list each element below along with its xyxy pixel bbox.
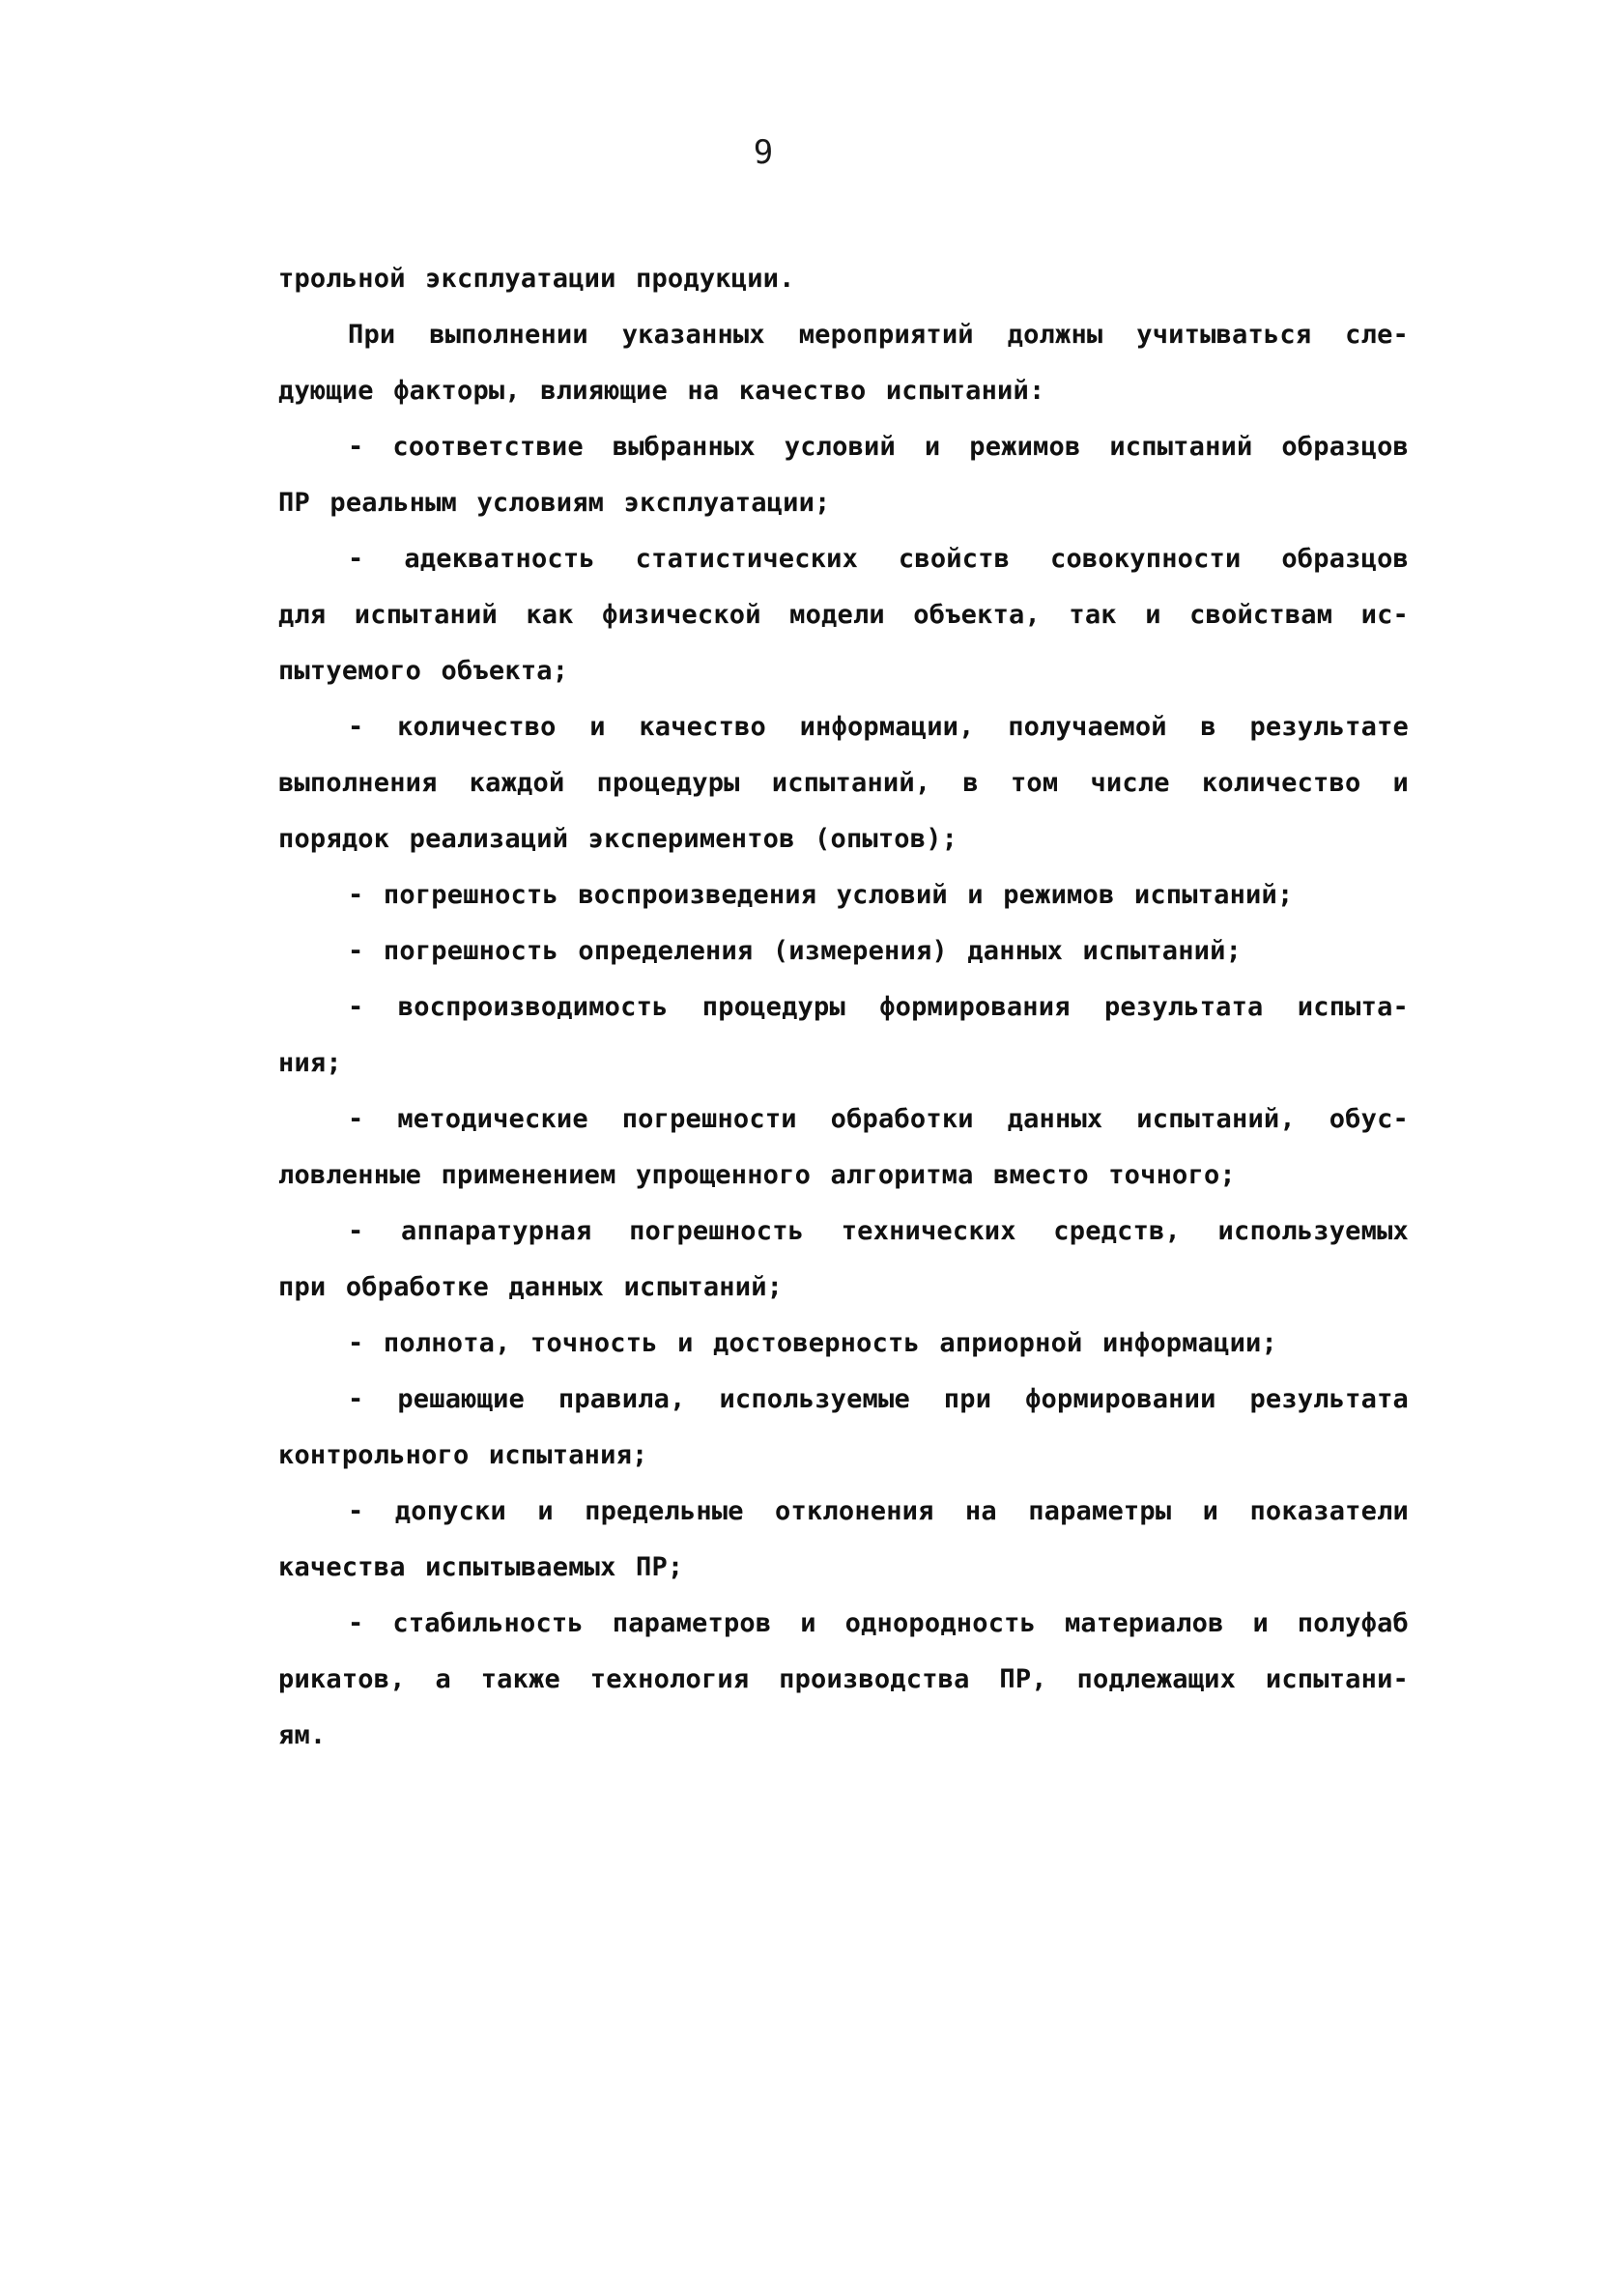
- text-line: - методические погрешности обработки данных испытаний, обус-: [348, 1104, 1409, 1134]
- text-line: выполнения каждой процедуры испытаний, в том числе количество и: [278, 768, 1409, 798]
- text-line: рикатов, а также технология производства ПР, подлежащих испытани-: [278, 1664, 1409, 1694]
- paragraph-4: [278, 531, 1409, 699]
- text-line: - решающие правила, используемые при формировании результата: [348, 1384, 1409, 1414]
- paragraph-10: [278, 1204, 1409, 1316]
- paragraph-2: [278, 307, 1409, 419]
- paragraph-11: [278, 1316, 1409, 1372]
- paragraph-13: [278, 1484, 1409, 1596]
- text-line: ния;: [278, 1048, 342, 1078]
- paragraph-12: [278, 1372, 1409, 1484]
- text-line: - допуски и предельные отклонения на параметры и показатели: [348, 1496, 1409, 1526]
- text-line: - воспроизводимость процедуры формирования результата испыта-: [348, 992, 1409, 1022]
- text-line: ПР реальным условиям эксплуатации;: [278, 488, 831, 518]
- text-line: дующие факторы, влияющие на качество испытаний:: [278, 376, 1045, 406]
- body-text: [278, 251, 1409, 1764]
- paragraph-7: [278, 923, 1409, 979]
- paragraph-1: [278, 251, 1409, 307]
- text-line: порядок реализаций экспериментов (опытов);: [278, 824, 958, 854]
- paragraph-9: [278, 1091, 1409, 1204]
- text-line: ловленные применением упрощенного алгоритма вместо точного;: [278, 1160, 1236, 1190]
- text-line: При выполнении указанных мероприятий должны учитываться сле-: [348, 320, 1409, 350]
- text-line: качества испытываемых ПР;: [278, 1552, 684, 1582]
- text-line: - аппаратурная погрешность технических средств, используемых: [348, 1216, 1409, 1246]
- text-line: при обработке данных испытаний;: [278, 1272, 784, 1302]
- text-line: для испытаний как физической модели объекта, так и свойствам ис-: [278, 600, 1409, 630]
- text-line: - соответствие выбранных условий и режимов испытаний образцов: [348, 432, 1409, 462]
- paragraph-14: [278, 1596, 1409, 1764]
- paragraph-6: [278, 867, 1409, 923]
- paragraph-8: [278, 979, 1409, 1091]
- text-line: - стабильность параметров и однородность материалов и полуфаб: [348, 1608, 1409, 1638]
- paragraph-5: [278, 699, 1409, 867]
- text-line: контрольного испытания;: [278, 1440, 648, 1470]
- text-line: - погрешность воспроизведения условий и режимов испытаний;: [348, 880, 1294, 910]
- paragraph-3: [278, 419, 1409, 531]
- text-line: трольной эксплуатации продукции.: [278, 264, 795, 294]
- text-line: пытуемого объекта;: [278, 656, 569, 686]
- text-line: ям.: [278, 1720, 327, 1750]
- text-line: - полнота, точность и достоверность априорной информации;: [348, 1328, 1277, 1358]
- text-line: - погрешность определения (измерения) данных испытаний;: [348, 936, 1243, 966]
- text-line: - количество и качество информации, получаемой в результате: [348, 712, 1409, 742]
- page-number: 9: [753, 133, 774, 172]
- text-line: - адекватность статистических свойств совокупности образцов: [348, 544, 1409, 574]
